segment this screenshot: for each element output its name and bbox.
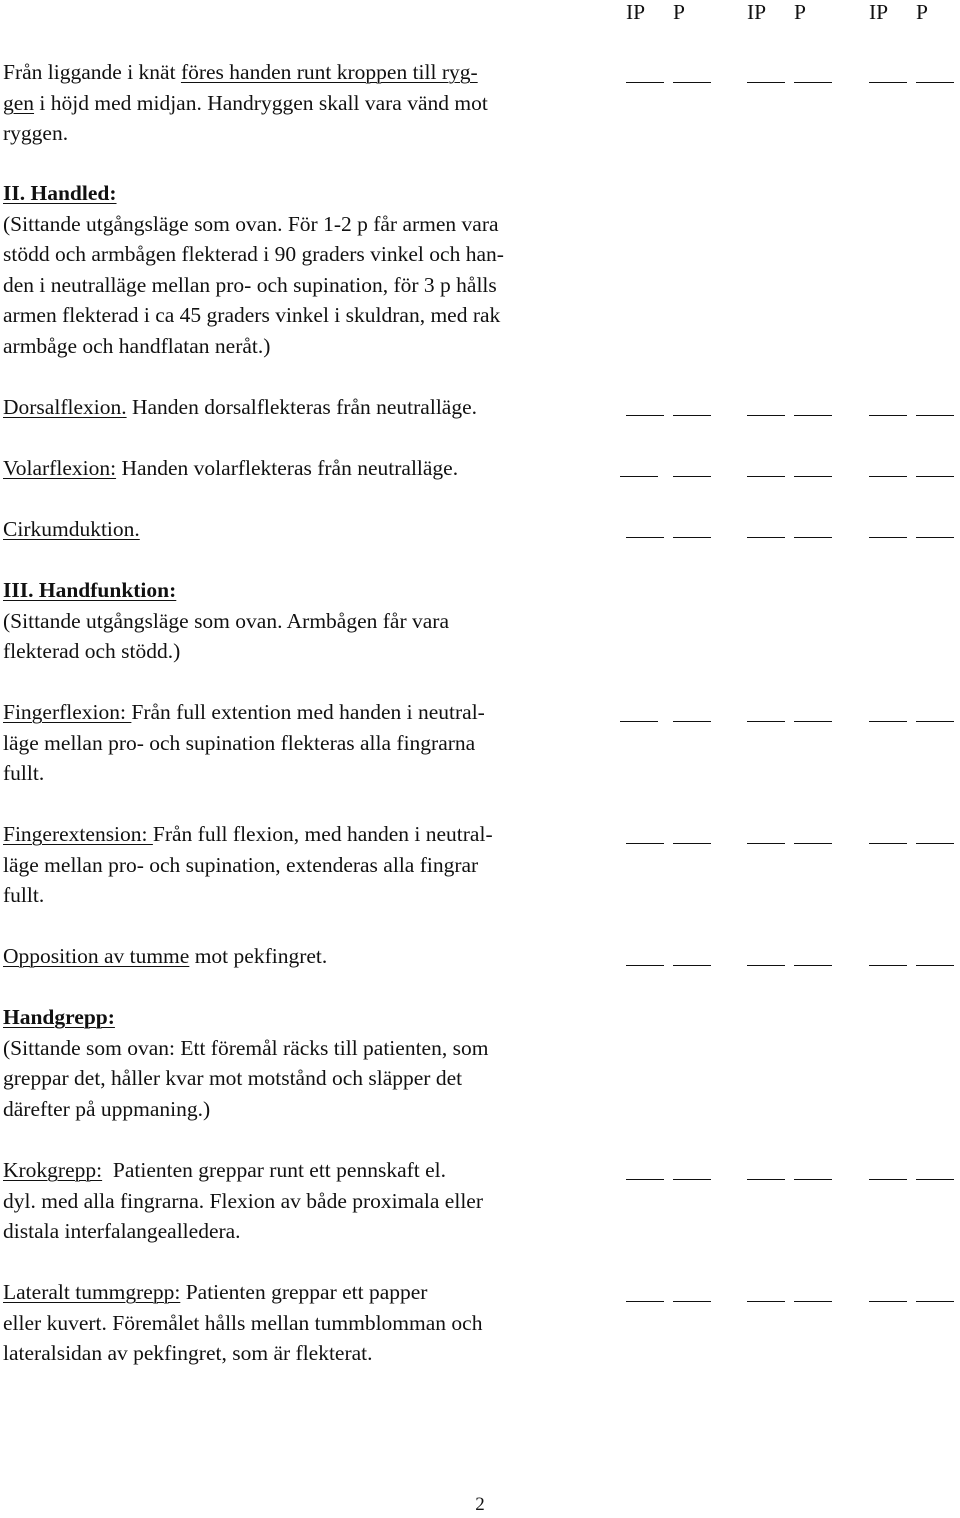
score-blank[interactable] (916, 415, 954, 416)
score-blank[interactable] (747, 1301, 785, 1302)
section-text: (Sittande utgångsläge som ovan. Armbågen får vara (3, 608, 449, 633)
score-blank[interactable] (673, 415, 711, 416)
section-wrist (3, 178, 613, 362)
score-blanks[interactable] (626, 1179, 958, 1183)
score-blanks[interactable] (626, 1301, 958, 1305)
score-blank[interactable] (747, 1179, 785, 1180)
score-blank[interactable] (869, 415, 907, 416)
score-blank[interactable] (626, 82, 664, 83)
item-line: ryggen. (3, 121, 69, 146)
score-blank[interactable] (673, 82, 711, 83)
score-blank[interactable] (626, 965, 664, 966)
section-text: armen flekterad i ca 45 graders vinkel i skuldran, med rak (3, 303, 501, 328)
score-blank[interactable] (794, 721, 832, 722)
item-lateralt-tummgrepp (3, 1277, 613, 1369)
item-krokgrepp (3, 1155, 613, 1247)
score-blank[interactable] (673, 721, 711, 722)
score-blanks[interactable] (626, 82, 958, 86)
score-blank[interactable] (916, 537, 954, 538)
item-line: Krokgrepp: Patienten greppar runt ett pennskaft el. (3, 1158, 447, 1182)
item-text: Handen dorsalflekteras från neutralläge. (126, 395, 477, 419)
score-blank[interactable] (869, 1301, 907, 1302)
item-label: Cirkumduktion. (3, 517, 140, 541)
score-blanks[interactable] (626, 415, 958, 419)
item-line: fullt. (3, 761, 45, 786)
score-blank[interactable] (673, 965, 711, 966)
ip-label-1: IP (626, 0, 646, 24)
score-blank[interactable] (794, 537, 832, 538)
score-blank[interactable] (916, 1301, 954, 1302)
score-blank[interactable] (794, 1301, 832, 1302)
p-label-3: P (916, 0, 928, 24)
item-dorsalflexion (3, 392, 613, 423)
score-blank[interactable] (869, 82, 907, 83)
score-blank[interactable] (626, 1179, 664, 1180)
item-line: eller kuvert. Föremålet hålls mellan tummblomman och (3, 1310, 483, 1335)
item-line: Fingerflexion: Från full extention med handen i neutral- (3, 700, 485, 724)
item-fingerextension (3, 819, 613, 911)
section-heading: II. Handled: (3, 181, 117, 205)
item-text: mot pekfingret. (189, 944, 328, 968)
section-text: greppar det, håller kvar mot motstånd och släpper det (3, 1066, 463, 1091)
score-blank[interactable] (869, 965, 907, 966)
score-blank[interactable] (794, 965, 832, 966)
item-line: distala interfalangealledera. (3, 1219, 241, 1244)
item-cirkumduktion (3, 514, 613, 545)
section-text: (Sittande utgångsläge som ovan. För 1-2 p får armen vara (3, 211, 499, 236)
score-blank[interactable] (620, 721, 658, 722)
item-line: dyl. med alla fingrarna. Flexion av både proximala eller (3, 1188, 483, 1213)
score-blank[interactable] (626, 843, 664, 844)
item-label: Krokgrepp: (3, 1158, 103, 1182)
item-label: Lateralt tummgrepp: (3, 1280, 181, 1304)
item-fingerflexion (3, 697, 613, 789)
section-text: därefter på uppmaning.) (3, 1096, 211, 1121)
score-blank[interactable] (869, 1179, 907, 1180)
score-blank[interactable] (869, 843, 907, 844)
score-blank[interactable] (620, 476, 658, 477)
section-text: stödd och armbågen flekterad i 90 graders vinkel och han- (3, 242, 504, 267)
item-label: Fingerextension: (3, 822, 153, 846)
score-blank[interactable] (869, 721, 907, 722)
score-blank[interactable] (916, 843, 954, 844)
item-opposition (3, 941, 613, 972)
item-label: Volarflexion: (3, 456, 117, 480)
p-label-2: P (794, 0, 806, 24)
section-text: (Sittande som ovan: Ett föremål räcks till patienten, som (3, 1035, 489, 1060)
item-volarflexion (3, 453, 613, 484)
score-blanks[interactable] (626, 965, 958, 969)
score-blank[interactable] (673, 1301, 711, 1302)
score-blanks[interactable] (626, 843, 958, 847)
score-blank[interactable] (794, 1179, 832, 1180)
section-text: den i neutralläge mellan pro- och supination, för 3 p hålls (3, 272, 497, 297)
section-grips (3, 1002, 613, 1124)
item-line: Från liggande i knät föres handen runt kroppen till ryg- (3, 60, 478, 84)
section-hand-function (3, 575, 613, 667)
item-text: Handen volarflekteras från neutralläge. (116, 456, 459, 480)
section-text: armbåge och handflatan neråt.) (3, 333, 271, 358)
score-blank[interactable] (673, 843, 711, 844)
score-blank[interactable] (673, 537, 711, 538)
score-blank[interactable] (916, 965, 954, 966)
score-blank[interactable] (747, 82, 785, 83)
item-line: gen i höjd med midjan. Handryggen skall vara vänd mot (3, 90, 488, 115)
score-blank[interactable] (794, 415, 832, 416)
score-blanks[interactable] (626, 476, 958, 480)
item-label: Fingerflexion: (3, 700, 132, 724)
score-blank[interactable] (747, 843, 785, 844)
score-blank[interactable] (747, 537, 785, 538)
score-blank[interactable] (626, 1301, 664, 1302)
score-blank[interactable] (747, 721, 785, 722)
section-heading: III. Handfunktion: (3, 578, 177, 602)
item-label: Opposition av tumme (3, 944, 190, 968)
score-blank[interactable] (673, 476, 711, 477)
score-blank[interactable] (747, 965, 785, 966)
score-blank[interactable] (869, 537, 907, 538)
score-blanks[interactable] (626, 537, 958, 541)
score-blank[interactable] (794, 843, 832, 844)
item-line: Fingerextension: Från full flexion, med handen i neutral- (3, 822, 493, 846)
score-blank[interactable] (747, 415, 785, 416)
score-blank[interactable] (794, 476, 832, 477)
page-number: 2 (475, 1494, 485, 1515)
item-label: Dorsalflexion. (3, 395, 127, 419)
section-text: flekterad och stödd.) (3, 639, 181, 664)
ip-label-2: IP (747, 0, 767, 24)
item-hand-behind-back (3, 57, 613, 149)
score-blank[interactable] (916, 82, 954, 83)
item-line: läge mellan pro- och supination flekteras alla fingrarna (3, 730, 476, 755)
score-blank[interactable] (673, 1179, 711, 1180)
item-line: läge mellan pro- och supination, extenderas alla fingrar (3, 852, 479, 877)
p-label-1: P (673, 0, 685, 24)
score-blank[interactable] (794, 82, 832, 83)
score-blank[interactable] (916, 476, 954, 477)
score-blank[interactable] (747, 476, 785, 477)
score-blanks[interactable] (626, 721, 958, 725)
item-line: fullt. (3, 883, 45, 908)
score-blank[interactable] (916, 1179, 954, 1180)
section-heading: Handgrepp: (3, 1005, 115, 1029)
score-blank[interactable] (626, 415, 664, 416)
score-blank[interactable] (916, 721, 954, 722)
ip-label-3: IP (869, 0, 889, 24)
score-blank[interactable] (626, 537, 664, 538)
score-column-header (626, 0, 960, 28)
item-line: Lateralt tummgrepp: Patienten greppar ett papper (3, 1280, 428, 1304)
score-blank[interactable] (869, 476, 907, 477)
item-line: lateralsidan av pekfingret, som är flekterat. (3, 1341, 373, 1366)
